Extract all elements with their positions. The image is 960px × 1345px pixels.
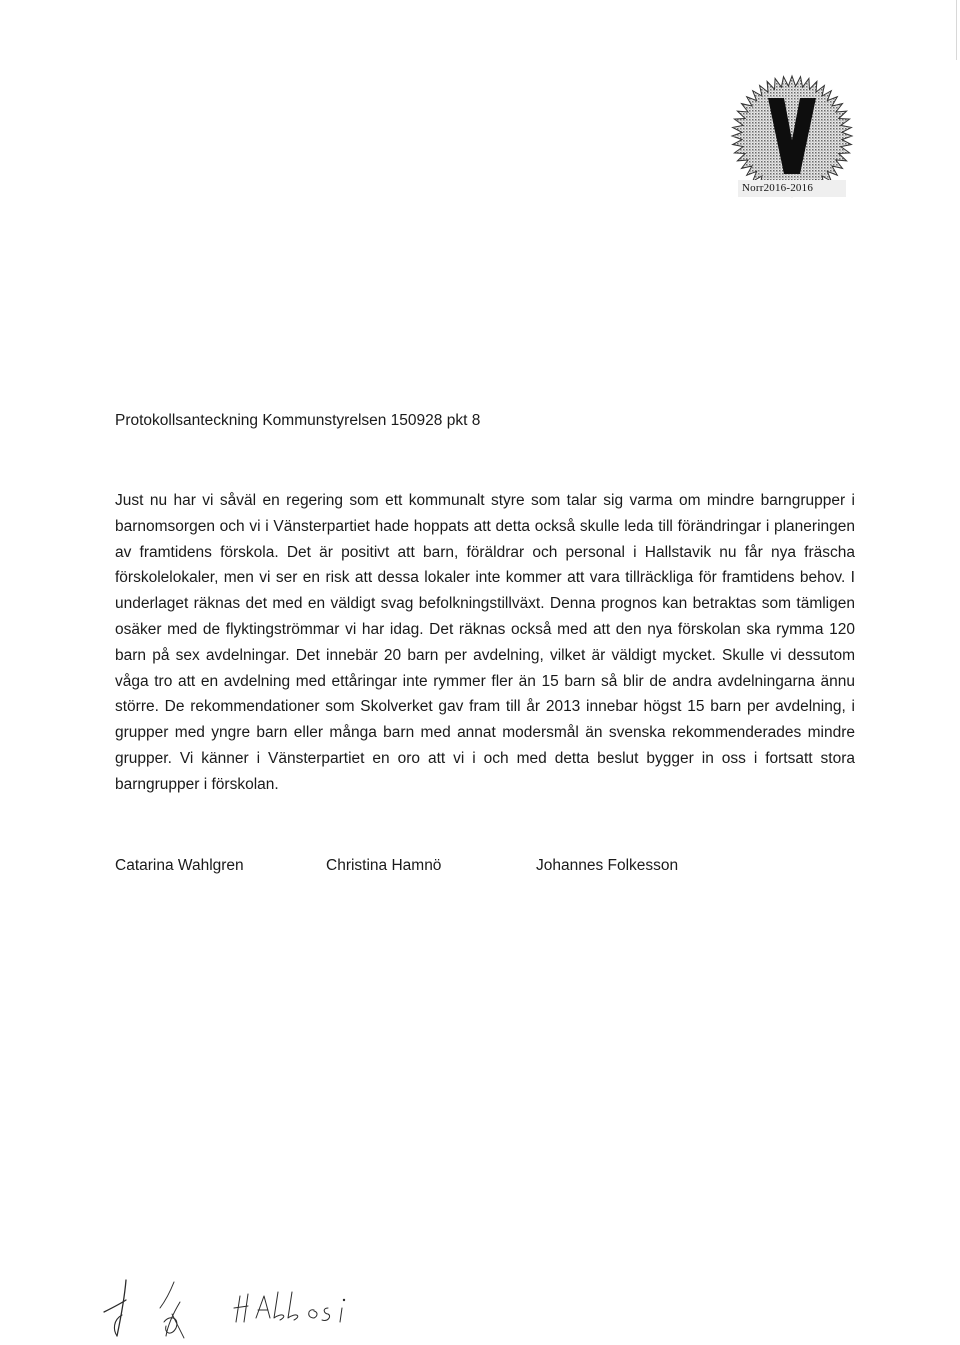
handwritten-signatures [100,1278,360,1340]
signatory-name: Johannes Folkesson [536,857,679,874]
signatory-list [0,855,960,879]
registration-stamp: Norr2016-2016 [742,182,814,194]
document-body: Just nu har vi såväl en regering som ett kommunalt styre som talar sig varma om mindre barngrupper i barnomsorgen och vi i Vänsterpartiet hade hoppats att detta också skulle leda till förändringar i planeringen av framtidens förskola. Det är positivt att barn, föräldrar och personal i Hallstavik nu får nya fräscha förskolelokaler, men vi ser en risk att dessa lokaler inte kommer att vara tillräckliga för framtidens behov. I underlaget räknas det med en väldigt svag befolkningstillväxt. Denna prognos kan betraktas som tämligen osäker med de flyktingströmmar vi har idag. Det räknas också med att den nya förskolan ska rymma 120 barn på sex avdelningar. Det innebär 20 barn per avdelning, vilket är väldigt mycket. Skulle vi dessutom våga tro att en avdelning med ettåringar inte rymmer fler än 15 barn så blir de andra avdelningarna ännu större. De rekommendationer som Skolverket gav fram till år 2013 innebar högst 15 barn per avdelning, i grupper med yngre barn eller många barn med annat modersmål än svenska rekommenderades mindre grupper. Vi känner i Vänsterpartiet en oro att vi i och med detta beslut bygger in oss i fortsatt stora barngrupper i förskolan. [115,492,855,793]
document-heading: Protokollsanteckning Kommunstyrelsen 150928 pkt 8 [115,412,481,429]
scan-edge-line [956,0,957,60]
signatory-name: Christina Hamnö [326,857,442,874]
signatory-name: Catarina Wahlgren [115,857,244,874]
